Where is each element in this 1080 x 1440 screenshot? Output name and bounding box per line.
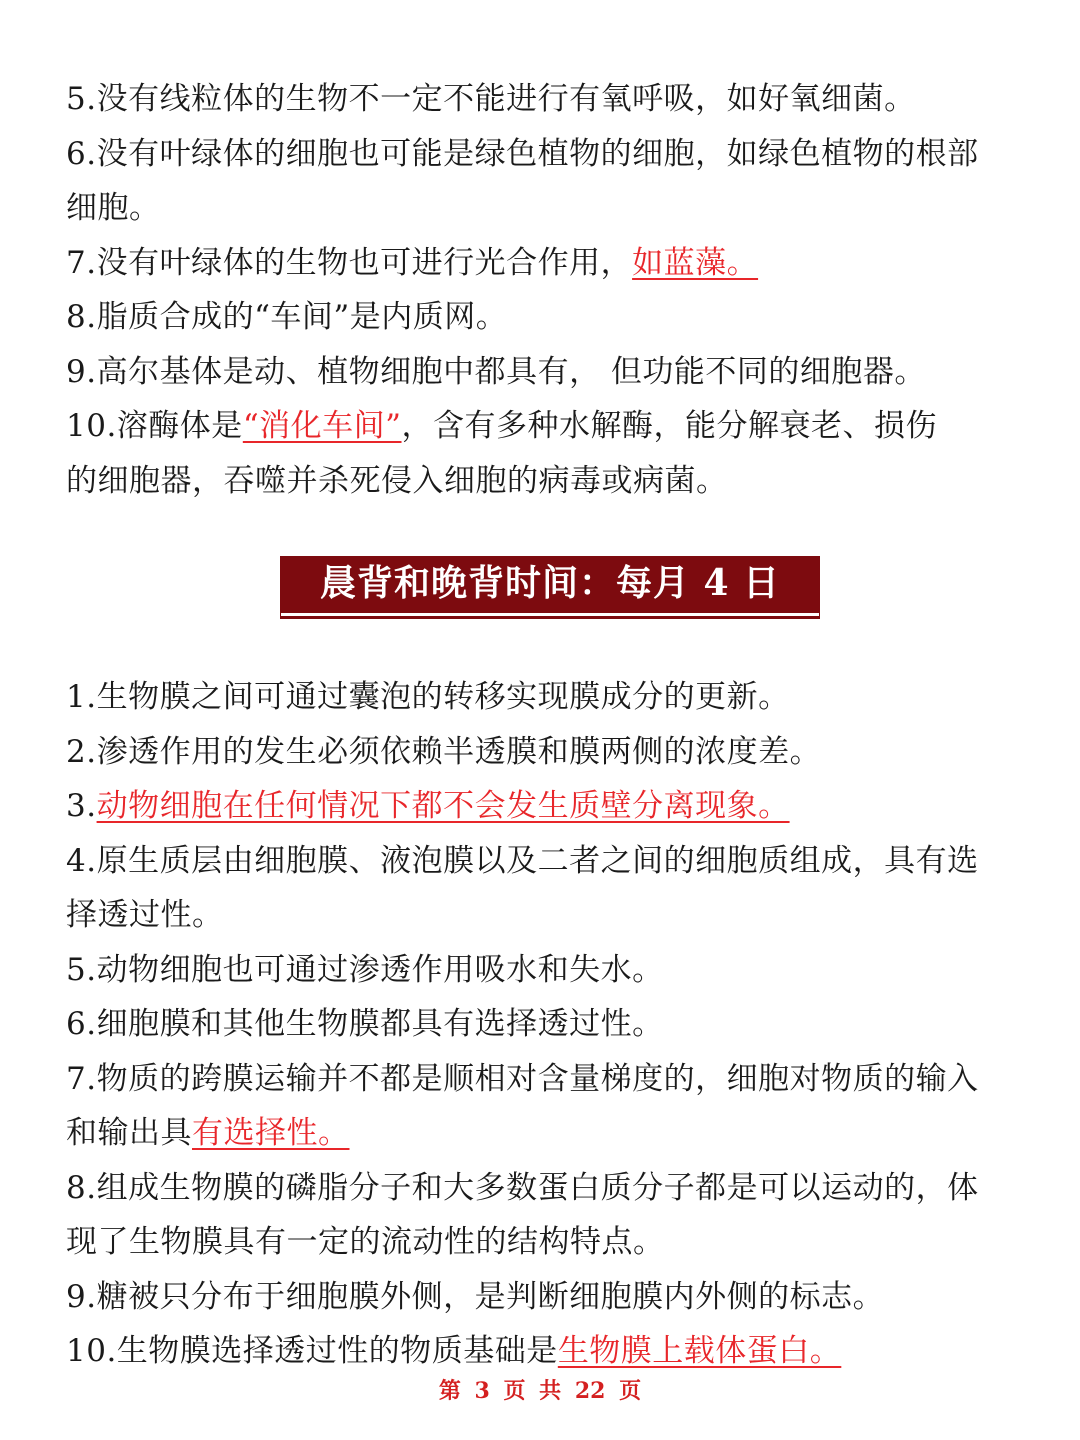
text-segment: 细胞。 <box>66 190 161 226</box>
banner-title: 晨背和晚背时间：每月 4 日 <box>319 562 781 604</box>
page-footer <box>0 1374 1080 1405</box>
text-segment: 9.糖被只分布于细胞膜外侧，是判断细胞膜内外侧的标志。 <box>66 1278 885 1315</box>
text-segment: 现了生物膜具有一定的流动性的结构特点。 <box>66 1224 665 1260</box>
schedule-banner <box>280 556 820 613</box>
text-segment: ，含有多种水解酶，能分解衰老、损伤 <box>401 408 938 444</box>
highlighted-phrase: 有选择性。 <box>192 1115 350 1151</box>
highlighted-phrase: 动物细胞在任何情况下都不会发生质壁分离现象。 <box>96 788 790 824</box>
text-segment: 10.溶酶体是 <box>66 408 243 444</box>
text-line <box>66 236 1016 291</box>
text-segment: 5.动物细胞也可通过渗透作用吸水和失水。 <box>66 951 664 988</box>
text-line <box>66 997 1016 1052</box>
text-line <box>66 345 1016 400</box>
text-line <box>66 1052 1016 1107</box>
fact-list-bottom <box>66 670 1016 1379</box>
text-segment: 7.物质的跨膜运输并不都是顺相对含量梯度的，细胞对物质的输入 <box>66 1060 979 1097</box>
text-segment: 3. <box>66 788 97 824</box>
text-line <box>66 72 1016 127</box>
text-line <box>66 1215 1016 1270</box>
text-line <box>66 454 1016 509</box>
text-segment: 8.脂质合成的“车间”是内质网。 <box>66 299 508 335</box>
text-line <box>66 670 1016 725</box>
text-line <box>66 181 1016 236</box>
text-line <box>66 725 1016 780</box>
highlighted-phrase: “消化车间” <box>242 408 402 444</box>
page-number: 第 3 页 共 22 页 <box>438 1378 642 1404</box>
text-line <box>66 1161 1016 1216</box>
text-segment: 8.组成生物膜的磷脂分子和大多数蛋白质分子都是可以运动的，体 <box>66 1169 979 1206</box>
text-segment: 1.生物膜之间可通过囊泡的转移实现膜成分的更新。 <box>66 679 790 715</box>
fact-list-top <box>66 72 1016 508</box>
text-line <box>66 943 1016 998</box>
text-segment: 2.渗透作用的发生必须依赖半透膜和膜两侧的浓度差。 <box>66 733 822 770</box>
text-segment: 的细胞器，吞噬并杀死侵入细胞的病毒或病菌。 <box>66 462 728 499</box>
text-line <box>66 1270 1016 1325</box>
text-line <box>66 1324 1016 1379</box>
text-line <box>66 399 1016 454</box>
text-segment: 4.原生质层由细胞膜、液泡膜以及二者之间的细胞质组成，具有选 <box>66 842 979 879</box>
text-segment: 和输出具 <box>66 1115 192 1151</box>
highlighted-phrase: 如蓝藻。 <box>632 244 759 281</box>
text-segment: 9.高尔基体是动、植物细胞中都具有， 但功能不同的细胞器。 <box>66 353 926 390</box>
text-line <box>66 779 1016 834</box>
text-segment: 6.没有叶绿体的细胞也可能是绿色植物的细胞，如绿色植物的根部 <box>66 135 979 172</box>
text-line <box>66 127 1016 182</box>
text-segment: 择透过性。 <box>66 897 224 933</box>
text-segment: 6.细胞膜和其他生物膜都具有选择透过性。 <box>66 1006 664 1042</box>
text-segment: 10.生物膜选择透过性的物质基础是 <box>66 1333 558 1369</box>
text-line <box>66 888 1016 943</box>
text-line <box>66 290 1016 345</box>
text-segment: 7.没有叶绿体的生物也可进行光合作用， <box>66 244 633 281</box>
text-segment: 5.没有线粒体的生物不一定不能进行有氧呼吸，如好氧细菌。 <box>66 81 916 117</box>
text-line <box>66 1106 1016 1161</box>
text-line <box>66 834 1016 889</box>
highlighted-phrase: 生物膜上载体蛋白。 <box>557 1333 842 1369</box>
